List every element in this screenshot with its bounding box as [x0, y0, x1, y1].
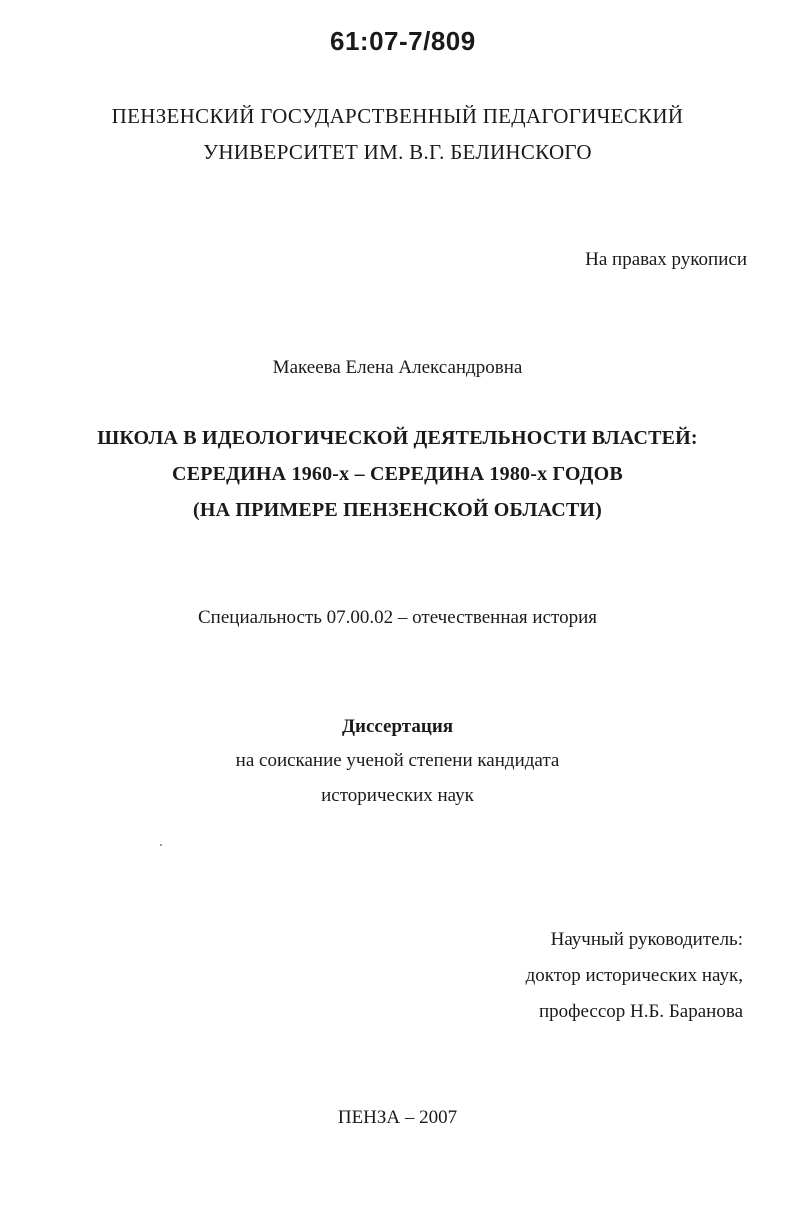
dissertation-title-line-2: СЕРЕДИНА 1960-х – СЕРЕДИНА 1980-х ГОДОВ — [172, 463, 623, 485]
dissertation-title-line-1: ШКОЛА В ИДЕОЛОГИЧЕСКОЙ ДЕЯТЕЛЬНОСТИ ВЛАСТЕЙ: — [97, 427, 698, 449]
manuscript-rights-note: На правах рукописи — [585, 249, 747, 270]
scan-speck — [160, 844, 162, 846]
specialty: Специальность 07.00.02 – отечественная история — [198, 607, 597, 628]
advisor-name: профессор Н.Б. Баранова — [539, 1001, 743, 1022]
author-name: Макеева Елена Александровна — [272, 357, 523, 378]
catalog-code: 61:07-7/809 — [330, 26, 476, 56]
work-type: Диссертация — [341, 716, 454, 737]
city-year: ПЕНЗА – 2007 — [337, 1107, 458, 1128]
degree-line-2: исторических наук — [321, 785, 474, 806]
university-name-line-2: УНИВЕРСИТЕТ ИМ. В.Г. БЕЛИНСКОГО — [203, 140, 592, 164]
advisor-degree: доктор исторических наук, — [525, 965, 743, 986]
university-name-line-1: ПЕНЗЕНСКИЙ ГОСУДАРСТВЕННЫЙ ПЕДАГОГИЧЕСКИЙ — [111, 104, 684, 128]
degree-line-1: на соискание ученой степени кандидата — [235, 750, 560, 771]
dissertation-title-line-3: (НА ПРИМЕРЕ ПЕНЗЕНСКОЙ ОБЛАСТИ) — [192, 499, 603, 521]
advisor-label: Научный руководитель: — [550, 929, 743, 950]
